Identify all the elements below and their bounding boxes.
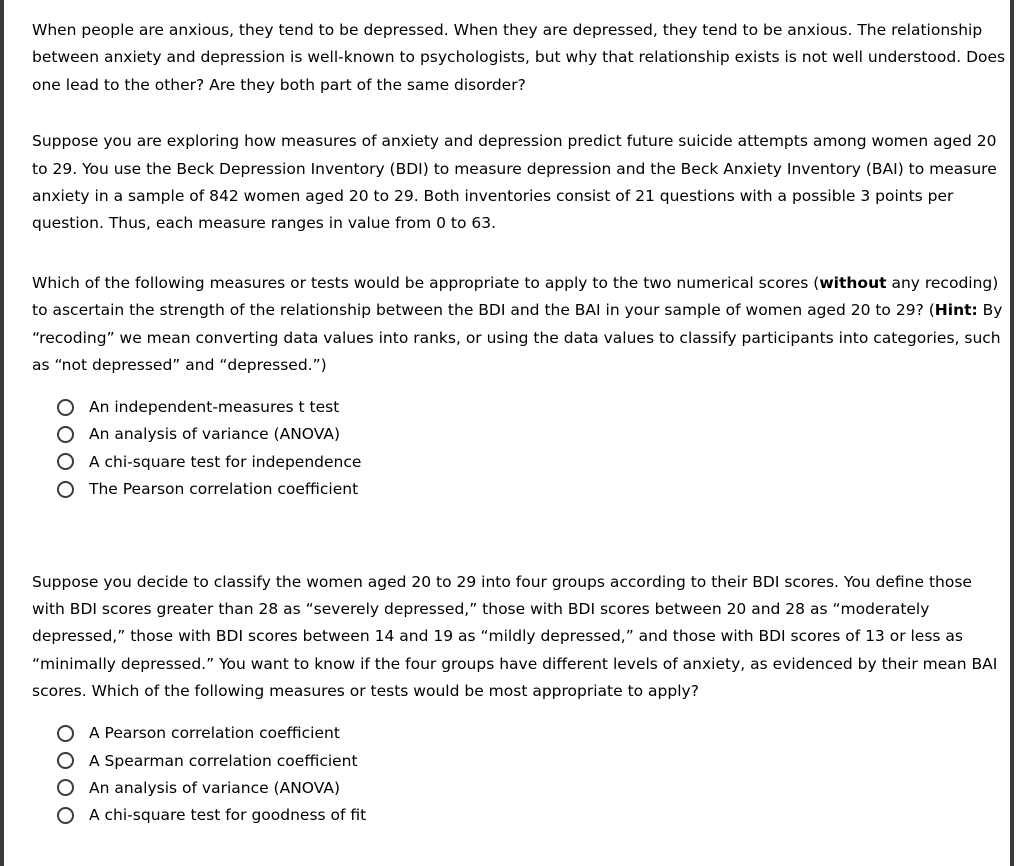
radio-button[interactable] [57,399,74,416]
radio-button[interactable] [57,807,74,824]
question-2-option-2[interactable] [57,747,1008,774]
question-1-emphasis-without: without [819,273,887,292]
question-1-prompt [32,270,1008,380]
intro-paragraph: When people are anxious, they tend to be depressed. When they are depressed, they tend to be anxious. The relationship between anxiety and depression is well-known to psychologists, but why that relationship exists is not well understood. Does one lead to the other? Are they both part of the same disorder? [32,21,1006,94]
option-label: A Pearson correlation coefficient [89,724,340,743]
radio-button[interactable] [57,779,74,796]
question-1-text-c: By “recoding” we mean converting data values into ranks, or using the data values to classify participants into categories, such as “not depressed” and “depressed.”) [32,301,1003,375]
question-2-prompt: Suppose you decide to classify the women aged 20 to 29 into four groups according to their BDI scores. You define those with BDI scores greater than 28 as “severely depressed,” those with BDI scores between 20 and 28 as “moderately depressed,” those with BDI scores between 14 and 19 as “mildly depressed,” and those with BDI scores of 13 or less as “minimally depressed.” You want to know if the four groups have different levels of anxiety, as evidenced by their mean BAI scores. Which of the following measures or tests would be most appropriate to apply? [32,572,998,701]
radio-button[interactable] [57,752,74,769]
option-label: An analysis of variance (ANOVA) [89,778,340,797]
question-2-options [32,720,1008,829]
option-label: The Pearson correlation coefficient [89,480,359,498]
question-1-option-4[interactable] [57,475,1008,502]
question-1-text-b: any recoding) to ascertain the strength of the relationship between the BDI and the BAI in your sample of women aged 20 to 29? ( [32,273,999,320]
scenario-paragraph: Suppose you are exploring how measures of anxiety and depression predict future suicide attempts among women aged 20 to 29. You use the Beck Depression Inventory (BDI) to measure depression and the Beck Anxiety Inventory (BAI) to measure anxiety in a sample of 842 women aged 20 to 29. Both inventories consist of 21 questions with a possible 3 points per question. Thus, each measure ranges in value from 0 to 63. [32,132,997,233]
radio-button[interactable] [57,481,74,498]
question-2-option-1[interactable] [57,720,1008,747]
question-1-option-1[interactable] [57,393,1008,420]
option-label: A chi-square test for goodness of fit [89,806,367,825]
question-1-option-3[interactable] [57,448,1008,475]
question-1-options [32,393,1008,502]
question-2-option-3[interactable] [57,774,1008,801]
option-label: A chi-square test for independence [89,452,362,471]
question-1-hint-label: Hint: [934,301,978,320]
radio-button[interactable] [57,426,74,443]
option-label: A Spearman correlation coefficient [89,751,358,770]
question-1-option-2[interactable] [57,421,1008,448]
option-label: An independent-measures t test [89,398,340,417]
option-label: An analysis of variance (ANOVA) [89,425,340,444]
question-content [32,17,1008,829]
question-2-option-4[interactable] [57,802,1008,829]
radio-button[interactable] [57,725,74,742]
question-1-text-a: Which of the following measures or tests would be appropriate to apply to the two numerical scores ( [32,273,820,292]
radio-button[interactable] [57,453,74,470]
